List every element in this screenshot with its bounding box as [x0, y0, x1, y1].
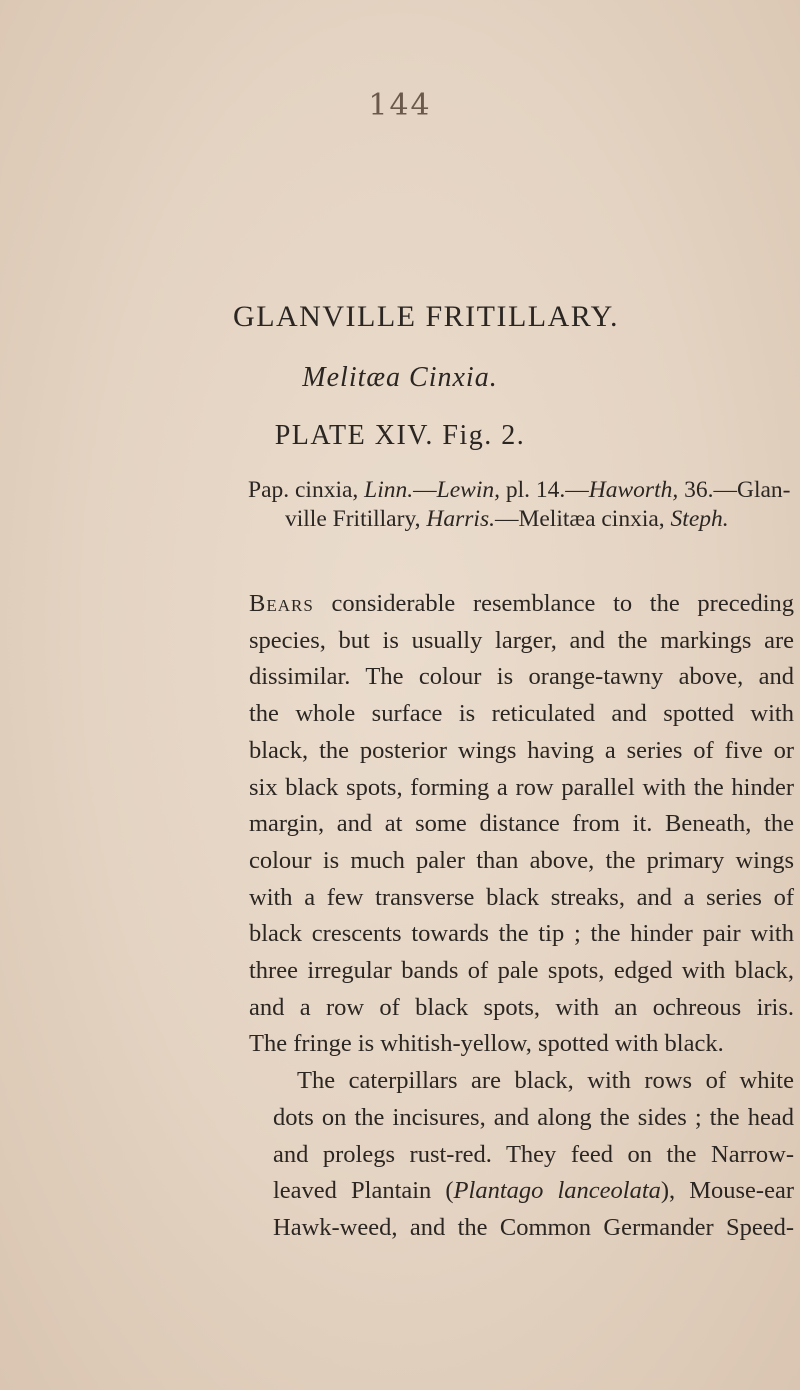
- synonymy-author: Steph.: [670, 506, 729, 532]
- text-line: three irregular bands of pale spots, edged with black,: [249, 957, 794, 985]
- paragraph-caterpillar: [249, 1063, 794, 1247]
- text-line: with a few transverse black streaks, and a series of: [249, 883, 794, 911]
- botanical-name: Plantago lanceolata: [453, 1177, 661, 1205]
- synonymy-text: 36.—Glan-: [678, 477, 791, 503]
- paragraph-description: [249, 586, 794, 1063]
- synonymy-dash: —: [413, 477, 437, 503]
- latin-name: Melitæa Cinxia.: [302, 362, 498, 393]
- synonymy-line-2: [285, 505, 800, 534]
- synonymy-line-1: [248, 476, 800, 505]
- synonymy-text: ville Fritillary,: [285, 506, 427, 532]
- text-line: The fringe is whitish-yellow, spotted with black.: [249, 1030, 724, 1058]
- line-text: ), Mouse-ear: [660, 1177, 794, 1205]
- synonymy-block: [248, 476, 800, 534]
- text-line: black crescents towards the tip ; the hinder pair with: [249, 920, 794, 948]
- synonymy-text: —Melitæa cinxia,: [494, 506, 671, 532]
- text-line: dissimilar. The colour is orange-tawny above, and: [249, 663, 794, 691]
- text-line: the whole surface is reticulated and spotted with: [249, 700, 794, 728]
- synonymy-text: Pap. cinxia,: [248, 477, 365, 503]
- line-text: leaved Plantain (: [273, 1177, 454, 1205]
- text-line: species, but is usually larger, and the markings are: [249, 626, 794, 654]
- text-line: and a row of black spots, with an ochreous iris.: [249, 993, 794, 1021]
- text-line: six black spots, forming a row parallel with the hinder: [249, 773, 794, 801]
- synonymy-author: Lewin,: [436, 477, 500, 503]
- text-line: colour is much paler than above, the primary wings: [249, 846, 794, 874]
- line-text: considerable resemblance to the preceding: [313, 590, 794, 617]
- description-text: [249, 586, 794, 1247]
- text-line: dots on the incisures, and along the sides ; the head: [273, 1103, 794, 1131]
- synonymy-author: Harris.: [426, 506, 495, 532]
- lead-word: Bears: [249, 590, 314, 617]
- text-line: and prolegs rust-red. They feed on the Narrow-: [273, 1140, 794, 1168]
- text-line: The caterpillars are black, with rows of white: [297, 1067, 794, 1095]
- plate-reference: PLATE XIV. Fig. 2.: [274, 420, 526, 451]
- species-title: GLANVILLE FRITILLARY.: [233, 300, 619, 333]
- synonymy-author: Linn.: [364, 477, 414, 503]
- text-line: margin, and at some distance from it. Beneath, the: [249, 810, 794, 838]
- text-line: Hawk-weed, and the Common Germander Speed-: [273, 1213, 794, 1241]
- synonymy-author: Haworth,: [588, 477, 679, 503]
- synonymy-text: pl. 14.—: [500, 477, 589, 503]
- page-number: 144: [368, 88, 432, 123]
- text-line: black, the posterior wings having a series of five or: [249, 736, 794, 764]
- text-line: [249, 1173, 794, 1210]
- text-line: [249, 586, 794, 623]
